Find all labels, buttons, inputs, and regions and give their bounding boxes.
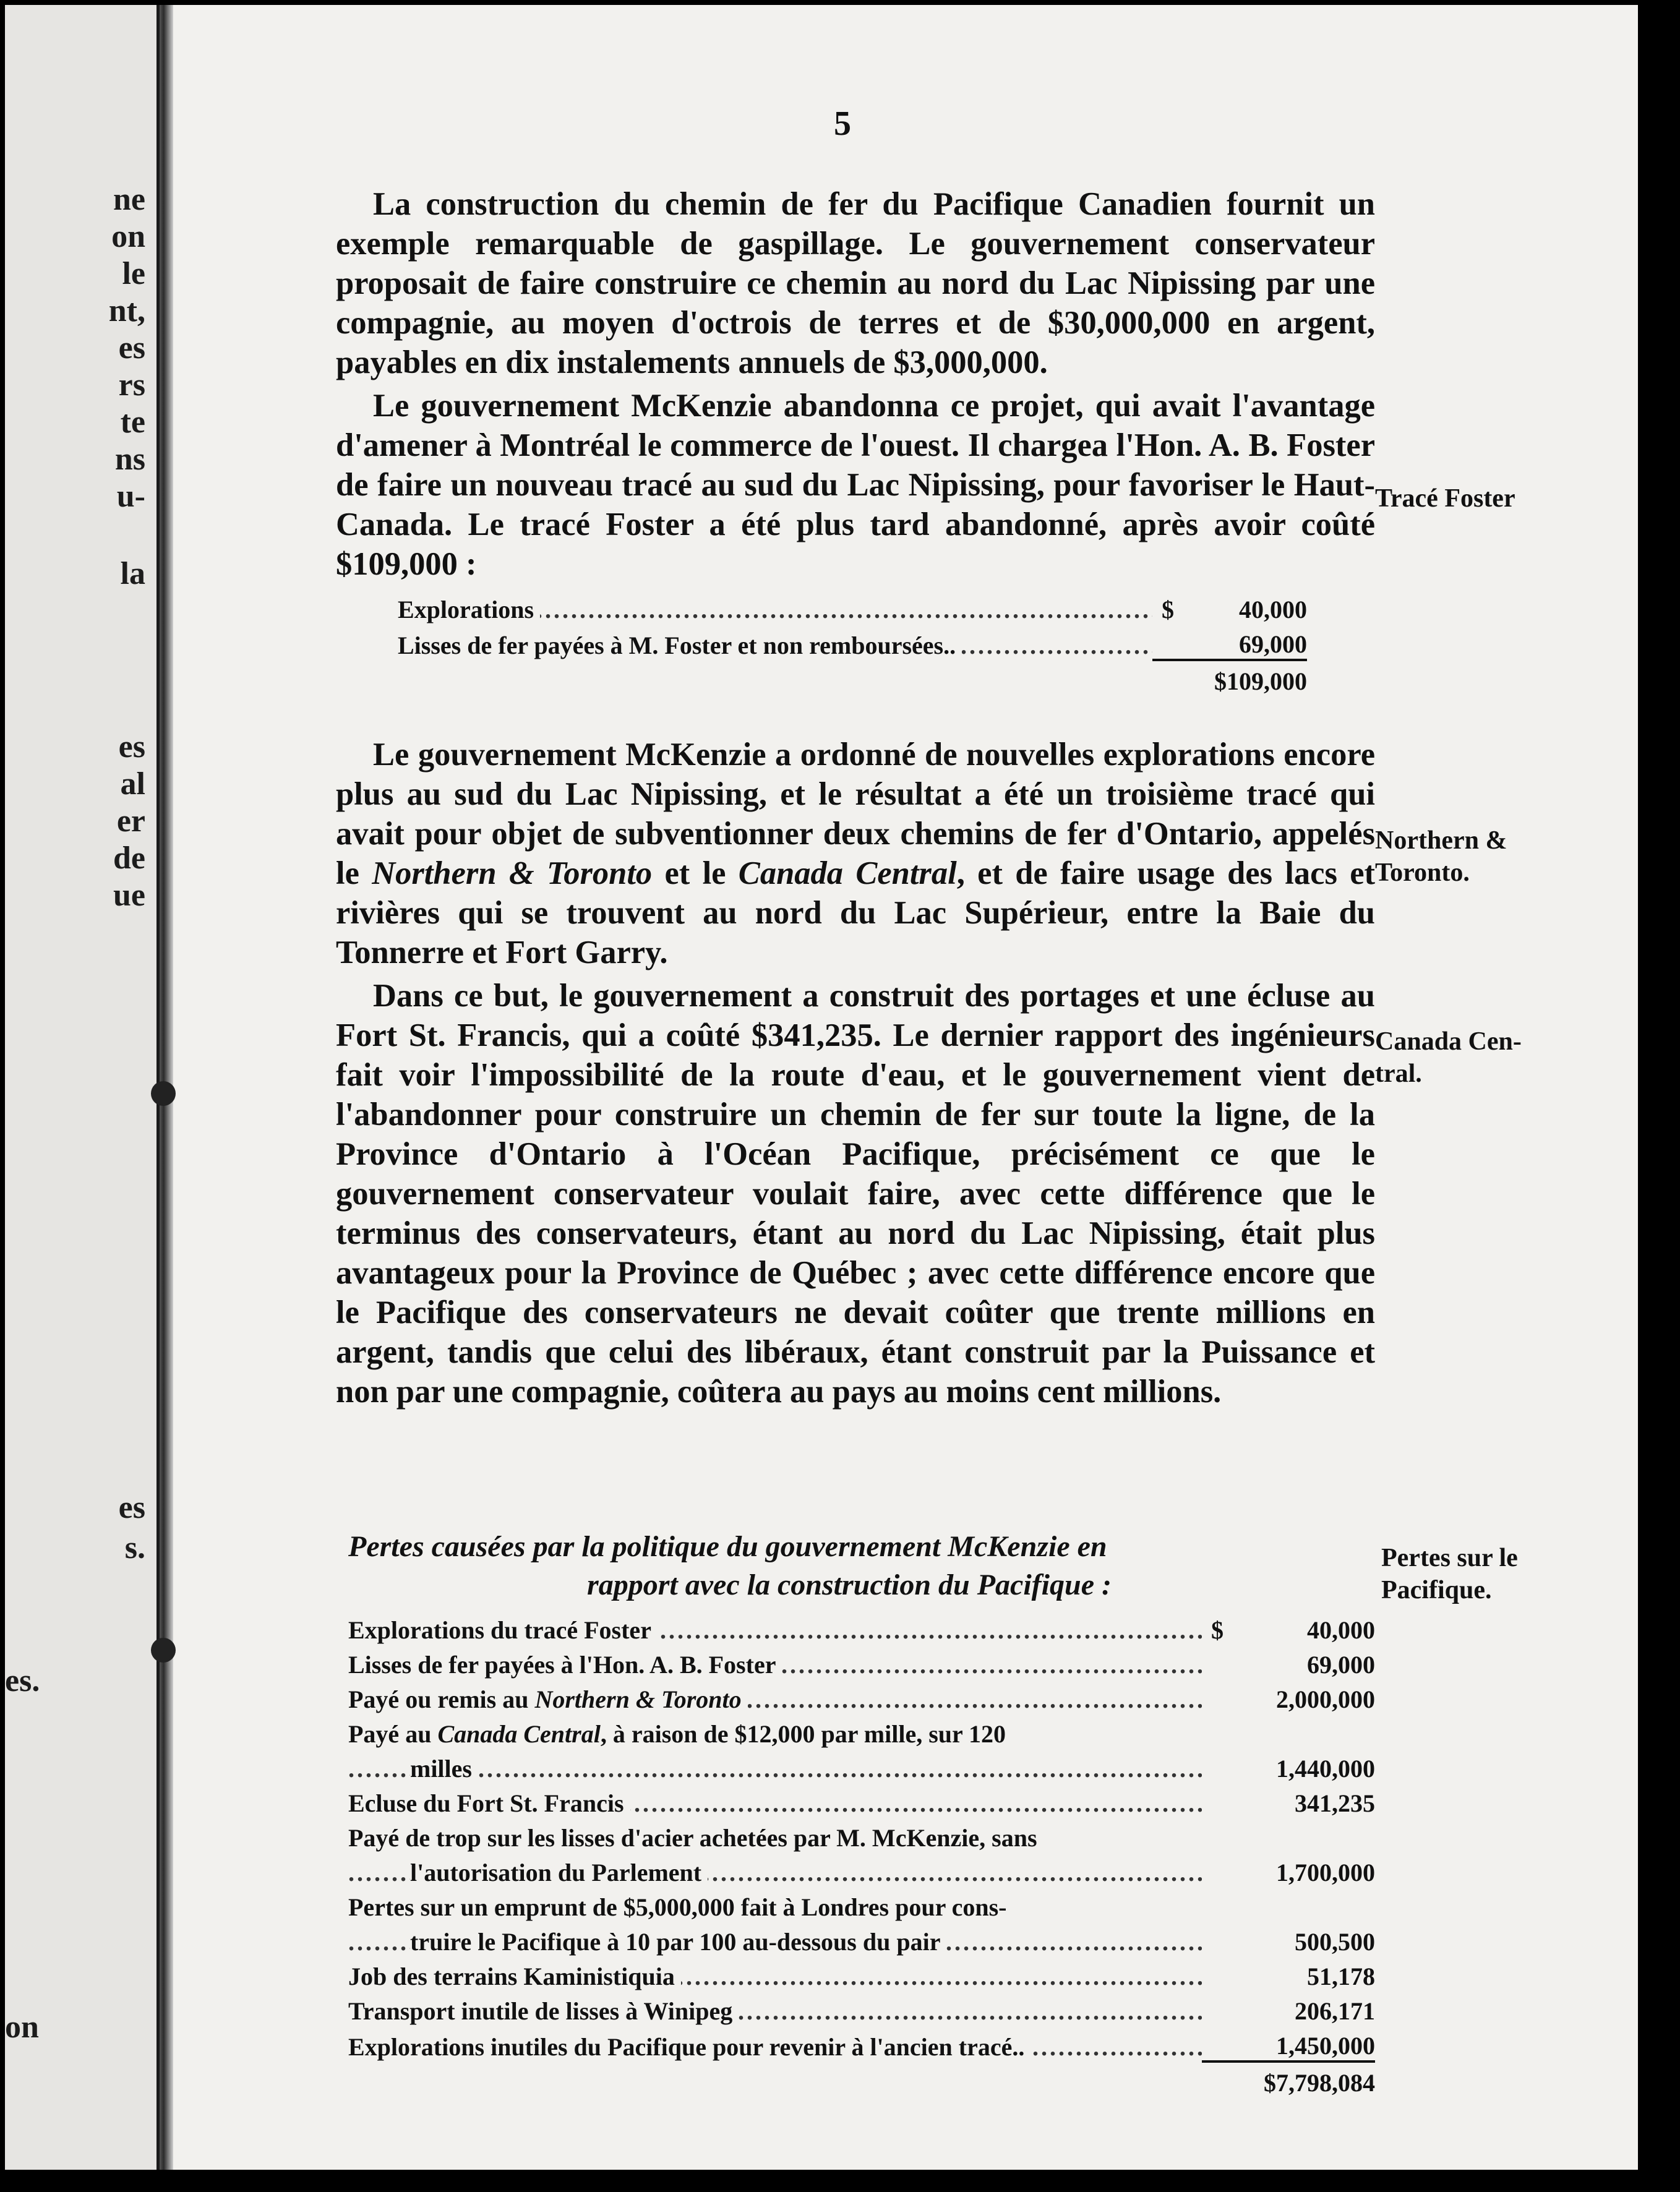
prev-page-fragment: es (118, 729, 145, 764)
prev-page-fragment: on (5, 2010, 39, 2045)
table-row (348, 1991, 1375, 2026)
prev-page-fragment: s. (124, 1530, 145, 1565)
text-run-italic: Northern & Toronto (372, 855, 653, 891)
prev-page-fragment: on (111, 219, 145, 254)
currency-sign (1202, 1679, 1233, 1714)
loss-amount: 40,000 (1307, 1616, 1375, 1644)
table-row (348, 1887, 1375, 1922)
table-row (348, 1956, 1375, 1991)
margin-note-line: Canada Cen- (1375, 1027, 1522, 1056)
prev-page-fragment: rs (118, 367, 145, 403)
loss-amount: 69,000 (1307, 1651, 1375, 1679)
loss-amount: 1,440,000 (1276, 1755, 1375, 1783)
cost-label: Explorations (398, 596, 540, 623)
table-row (398, 589, 1307, 624)
loss-label (348, 1720, 1006, 1748)
loss-amount: 1,700,000 (1276, 1859, 1375, 1886)
cost-amount: 69,000 (1239, 630, 1307, 658)
paragraph-fort-st-francis: Dans ce but, le gouvernement a construit des portages et une écluse au Fort St. Francis, qui a coûté $341,235. Le dernier rapport des ingénieurs fait voir l'impossibilité de la route d'eau, et le gouvernement vient de l'abandonner pour construire un chemin de fer sur toute la ligne, de la Province d'Ontario à l'Océan Pacifique, précisément ce que le gouvernement conservateur voulait faire, avec cette différence que le terminus des conservateurs, étant au nord du Lac Nipissing, était plus avantageux pour la Province de Québec ; avec cette différence encore que le Pacifique des conservateurs ne devait coûter que trente millions en argent, tandis que celui des libéraux, étant construit par la Puissance et non par une compagnie, coûtera au pays au moins cent millions. (336, 978, 1375, 1410)
heading-line: rapport avec la construction du Pacifique : (587, 1569, 1112, 1601)
text-run: , à raison de $12,000 par mille, sur 120 (600, 1720, 1006, 1748)
prev-page-fragment: u- (116, 479, 145, 514)
prev-page-fragment: al (120, 766, 145, 802)
prev-page-fragment: de (113, 841, 145, 876)
text-run: Payé ou remis au (348, 1685, 535, 1713)
total-row (348, 2061, 1375, 2097)
text-run: Le gouvernement McKenzie a ordonné de nouvelles explorations encore plus au sud du Lac Nipissing, et le résultat a été un troisième tracé qui avait pour objet de subventionner deux chemins de fer d'Ontario, appelés le (336, 737, 1375, 891)
table-row (348, 1852, 1375, 1887)
margin-note-pertes (1381, 1542, 1518, 1606)
prev-page-fragment: te (120, 405, 145, 440)
losses-heading (348, 1528, 1350, 1604)
text-block-top (336, 184, 1375, 584)
currency-sign: $ (1211, 1616, 1224, 1644)
currency-sign (1202, 1852, 1233, 1887)
loss-amount: 2,000,000 (1276, 1685, 1375, 1713)
paragraph-pacific-railway: La construction du chemin de fer du Pacifique Canadien fournit un exemple remarquable de gaspillage. Le gouvernement conservateur proposait de faire construire ce chemin au nord du Lac Nipissing par une compagnie, au moyen d'octrois de terres et de $30,000,000 en argent, payables en dix instalements annuels de $3,000,000. (336, 186, 1375, 380)
currency-sign (1202, 1991, 1233, 2026)
margin-note-trace-foster: Tracé Foster (1375, 484, 1515, 513)
table-row (398, 624, 1307, 660)
currency-sign (1202, 1645, 1233, 1679)
prev-page-fragment: ne (113, 182, 145, 217)
currency-sign (1202, 1922, 1233, 1956)
losses-total: $7,798,084 (1202, 2061, 1375, 2097)
currency-sign (1202, 1749, 1233, 1783)
loss-amount: 500,500 (1295, 1928, 1375, 1956)
page-number: 5 (834, 105, 851, 143)
margin-note-line: Pertes sur le (1381, 1544, 1518, 1572)
loss-label: Transport inutile de lisses à Winipeg (348, 1997, 739, 2025)
loss-amount: 1,450,000 (1276, 2032, 1375, 2060)
margin-note-line: tral. (1375, 1060, 1422, 1088)
loss-label-continued: truire le Pacifique à 10 par 100 au-dessous du pair (410, 1928, 946, 1956)
prev-page-fragment: es (118, 1490, 145, 1525)
loss-label-continued: milles (410, 1755, 478, 1783)
currency-sign (1202, 2026, 1233, 2061)
prev-page-fragment: es. (5, 1663, 40, 1698)
loss-label-continued: l'autorisation du Parlement (410, 1859, 708, 1886)
currency-sign (1202, 1783, 1233, 1818)
cost-label: Lisses de fer payées à M. Foster et non remboursées.. (398, 631, 962, 659)
foster-costs-table (398, 589, 1307, 696)
text-run-italic: Canada Central (738, 855, 957, 891)
paragraph-third-route (336, 735, 1375, 972)
table-row (348, 1645, 1375, 1679)
margin-note-line: Northern & (1375, 826, 1507, 855)
loss-amount: 206,171 (1295, 1997, 1375, 2025)
prev-page-fragment: ue (113, 878, 145, 913)
binding-stitch (151, 1081, 176, 1106)
foster-total: $109,000 (1152, 660, 1307, 696)
text-run-italic: Northern & Toronto (534, 1685, 742, 1713)
prev-page-fragment: es (118, 330, 145, 366)
previous-page-edge (5, 5, 160, 2170)
currency-sign (1202, 1956, 1233, 1991)
prev-page-fragment: le (122, 256, 145, 291)
binding-stitch (151, 1638, 176, 1663)
currency-sign (1152, 624, 1183, 660)
table-row (348, 1610, 1375, 1645)
loss-label: Job des terrains Kaministiquia (348, 1963, 681, 1990)
total-row (398, 660, 1307, 696)
losses-table (348, 1610, 1375, 2097)
currency-sign: $ (1162, 596, 1174, 623)
table-row (348, 1783, 1375, 1818)
prev-page-fragment: er (116, 803, 145, 839)
prev-page-fragment: la (120, 556, 145, 591)
margin-note-line: Toronto. (1375, 858, 1470, 887)
loss-label: Payé de trop sur les lisses d'acier achetées par M. McKenzie, sans (348, 1824, 1037, 1852)
loss-label: Lisses de fer payées à l'Hon. A. B. Foster (348, 1651, 782, 1679)
margin-note-northern-toronto (1375, 824, 1507, 889)
text-block-middle (336, 735, 1375, 1411)
prev-page-fragment: ns (114, 442, 145, 477)
loss-label: Ecluse du Fort St. Francis (348, 1789, 630, 1817)
margin-note-line: Pacifique. (1381, 1576, 1492, 1604)
table-row (348, 1679, 1375, 1714)
text-run: , et de faire usage des lacs et rivières qui se trouvent au nord du Lac Supérieur, entre la Baie du Tonnerre et Fort Garry. (336, 855, 1375, 970)
prev-page-fragment: nt, (108, 293, 145, 328)
loss-amount: 341,235 (1295, 1789, 1375, 1817)
loss-label (348, 1685, 748, 1713)
table-row (348, 1714, 1375, 1749)
loss-amount: 51,178 (1307, 1963, 1375, 1990)
text-run-italic: Canada Central (437, 1720, 601, 1748)
table-row (348, 1818, 1375, 1852)
paragraph-mckenzie-foster: Le gouvernement McKenzie abandonna ce projet, qui avait l'avantage d'amener à Montréal le commerce de l'ouest. Il chargea l'Hon. A. B. Foster de faire un nouveau tracé au sud du Lac Nipissing, pour favoriser le Haut-Canada. Le tracé Foster a été plus tard abandonné, après avoir coûté $109,000 : (336, 388, 1375, 582)
heading-line: Pertes causées par la politique du gouvernement McKenzie en (348, 1530, 1107, 1563)
table-row (348, 2026, 1375, 2061)
cost-amount: 40,000 (1239, 596, 1307, 623)
text-run: et le (652, 855, 739, 891)
loss-label: Pertes sur un emprunt de $5,000,000 fait à Londres pour cons- (348, 1893, 1007, 1921)
scanned-page (5, 5, 1638, 2170)
table-row (348, 1749, 1375, 1783)
table-row (348, 1922, 1375, 1956)
text-run: Payé au (348, 1720, 438, 1748)
margin-note-canada-central (1375, 1025, 1522, 1090)
loss-label: Explorations du tracé Foster (348, 1616, 658, 1644)
loss-label: Explorations inutiles du Pacifique pour revenir à l'ancien tracé.. (348, 2033, 1031, 2061)
